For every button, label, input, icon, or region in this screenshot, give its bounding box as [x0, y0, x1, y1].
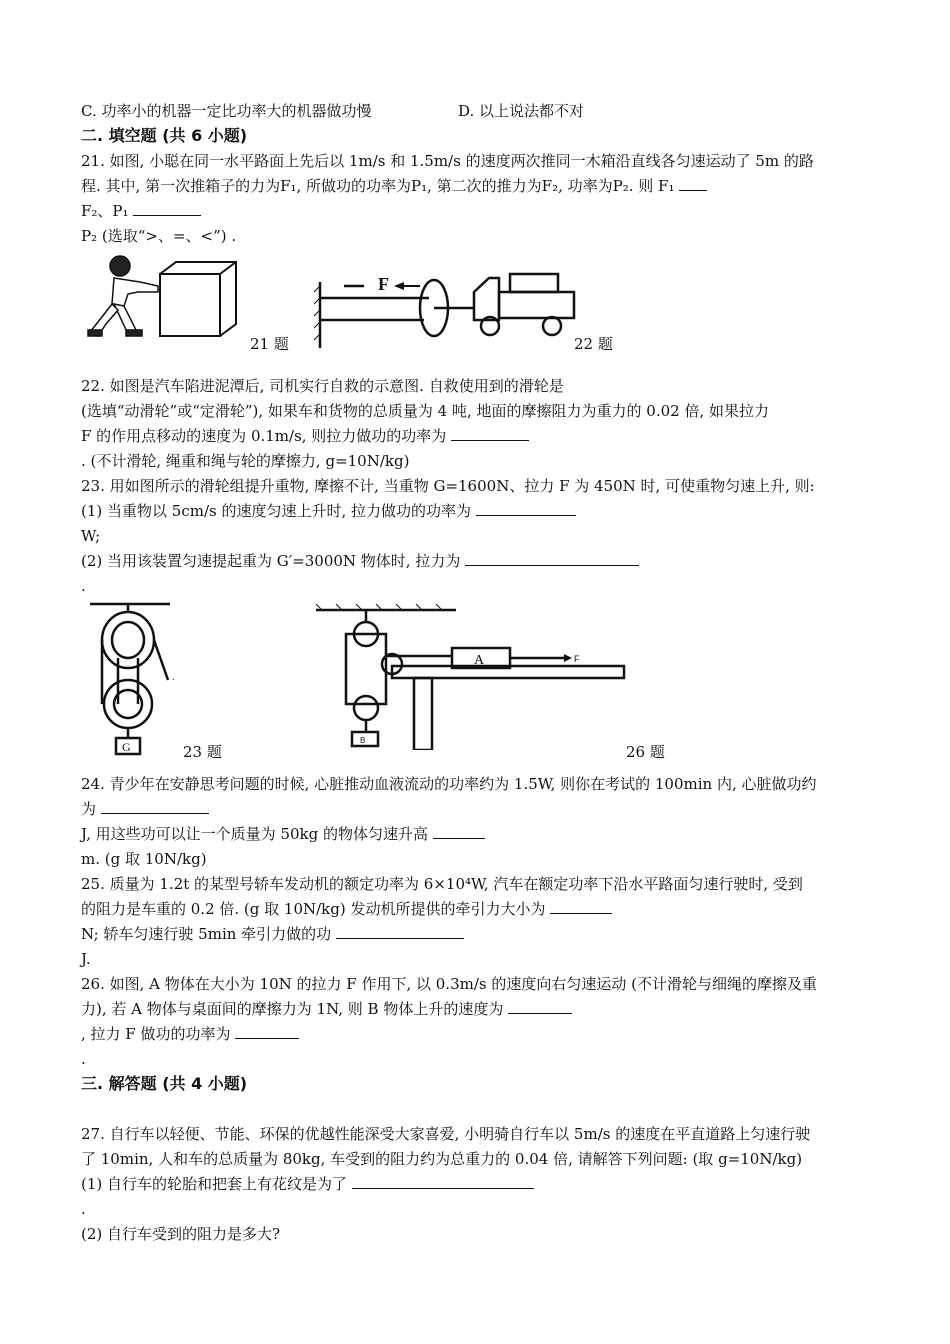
q23-line4-text: (2) 当用该装置匀速提起重为 G′=3000N 物体时, 拉力为: [81, 552, 461, 570]
figure-22-caption: 22 题: [574, 335, 613, 353]
q23-blank-1[interactable]: [476, 501, 576, 516]
q24-blank-1[interactable]: [101, 799, 209, 814]
q21-blank-2[interactable]: [133, 201, 201, 216]
option-d: D. 以上说法都不对: [458, 102, 585, 120]
figure-26-block-a-label: A: [474, 653, 485, 668]
q23-line1: 23. 用如图所示的滑轮组提升重物, 摩擦不计, 当重物 G=1600N、拉力 F 为 450N 时, 可使重物匀速上升, 则:: [81, 477, 815, 495]
figure-22-force-label: F: [378, 274, 389, 294]
q21-line3: [81, 201, 201, 221]
figure-26-force-label: F: [574, 654, 580, 664]
option-c: C. 功率小的机器一定比功率大的机器做功慢: [81, 102, 372, 120]
q22-line3: [81, 426, 529, 446]
q27-line1: 27. 自行车以轻便、节能、环保的优越性能深受大家喜爱, 小明骑自行车以 5m/s 的速度在平直道路上匀速行驶: [81, 1125, 811, 1143]
q22-line1: 22. 如图是汽车陷进泥潭后, 司机实行自救的示意图. 自救使用到的滑轮是: [81, 377, 564, 395]
section-3-heading: 三. 解答题 (共 4 小题): [81, 1074, 248, 1093]
q25-line3-text: N; 轿车匀速行驶 5min 牵引力做的功: [81, 925, 332, 943]
q25-blank-2[interactable]: [336, 924, 464, 939]
q26-blank-1[interactable]: [508, 999, 572, 1014]
q26-line2: [81, 999, 572, 1019]
q26-line1: 26. 如图, A 物体在大小为 10N 的拉力 F 作用下, 以 0.3m/s 的速度向右匀速运动 (不计滑轮与细绳的摩擦及重: [81, 975, 817, 993]
figure-26-pulley-table: [316, 604, 628, 750]
q23-line2: [81, 501, 576, 521]
q23-blank-2[interactable]: [465, 551, 639, 566]
svg-text:.: .: [172, 672, 175, 683]
q27-line3-text: (1) 自行车的轮胎和把套上有花纹是为了: [81, 1175, 348, 1193]
q24-line2-text: 为: [81, 800, 97, 818]
q22-line3-text: F 的作用点移动的速度为 0.1m/s, 则拉力做功的功率为: [81, 427, 447, 445]
q24-line4: m. (g 取 10N/kg): [81, 850, 207, 868]
q26-line4: .: [81, 1050, 86, 1068]
figure-22-car-pulley: [314, 260, 579, 352]
q21-line2-text: 程. 其中, 第一次推箱子的力为F₁, 所做功的功率为P₁, 第二次的推力为F₂, 功率为P₂. 则 F₁: [81, 177, 675, 195]
q27-line2: 了 10min, 人和车的总质量为 80kg, 车受到的阻力约为总重力的 0.04 倍, 请解答下列问题: (取 g=10N/kg): [81, 1150, 803, 1168]
q24-line1: 24. 青少年在安静思考问题的时候, 心脏推动血液流动的功率约为 1.5W, 则你在考试的 100min 内, 心脏做功约: [81, 775, 817, 793]
figure-23-caption: 23 题: [183, 743, 222, 761]
q25-line2: [81, 899, 612, 919]
q24-line3-text: J, 用这些功可以让一个质量为 50kg 的物体匀速升高: [81, 825, 428, 843]
q27-line4: .: [81, 1200, 86, 1218]
q23-line5: .: [81, 577, 86, 595]
q21-line3-text: F₂、P₁: [81, 202, 129, 220]
figure-21-boy-pushing-box: [84, 252, 244, 342]
q23-line4: [81, 551, 639, 571]
q24-line2: [81, 799, 209, 819]
q24-line3: [81, 824, 485, 844]
q27-line3: [81, 1174, 534, 1194]
q21-line1: 21. 如图, 小聪在同一水平路面上先后以 1m/s 和 1.5m/s 的速度两次推同一木箱沿直线各匀速运动了 5m 的路: [81, 152, 814, 170]
q25-line1: 25. 质量为 1.2t 的某型号轿车发动机的额定功率为 6×10⁴W, 汽车在额定功率下沿水平路面匀速行驶时, 受到: [81, 875, 803, 893]
q25-line3: [81, 924, 464, 944]
q27-blank[interactable]: [352, 1174, 534, 1189]
q21-line4: P₂ (选取“>、=、<”) .: [81, 227, 237, 245]
figure-23-weight-label: G: [122, 740, 131, 754]
figure-26-block-b-label: B: [360, 736, 366, 745]
q22-line2: (选填“动滑轮”或“定滑轮”), 如果车和货物的总质量为 4 吨, 地面的摩擦阻力为重力的 0.02 倍, 如果拉力: [81, 402, 770, 420]
q23-line3: W;: [81, 527, 101, 545]
figure-23-pulley-block: [88, 600, 188, 756]
q27-line5: (2) 自行车受到的阻力是多大?: [81, 1225, 281, 1243]
q22-line4: . (不计滑轮, 绳重和绳与轮的摩擦力, g=10N/kg): [81, 452, 410, 470]
figure-26-caption: 26 题: [626, 743, 665, 761]
q26-line3: [81, 1024, 299, 1044]
section-2-heading: 二. 填空题 (共 6 小题): [81, 126, 248, 145]
q21-blank-1[interactable]: [679, 176, 707, 191]
q25-line2-text: 的阻力是车重的 0.2 倍. (g 取 10N/kg) 发动机所提供的牵引力大小为: [81, 900, 546, 918]
q24-blank-2[interactable]: [433, 824, 485, 839]
q26-line2-text: 力), 若 A 物体与桌面间的摩擦力为 1N, 则 B 物体上升的速度为: [81, 1000, 504, 1018]
q23-line2-text: (1) 当重物以 5cm/s 的速度匀速上升时, 拉力做功的功率为: [81, 502, 472, 520]
q26-line3-text: , 拉力 F 做功的功率为: [81, 1025, 231, 1043]
figure-21-caption: 21 题: [250, 335, 289, 353]
q21-line2: [81, 176, 707, 196]
q25-line4: J.: [81, 950, 91, 968]
q25-blank-1[interactable]: [550, 899, 612, 914]
q26-blank-2[interactable]: [235, 1024, 299, 1039]
q22-blank[interactable]: [451, 426, 529, 441]
